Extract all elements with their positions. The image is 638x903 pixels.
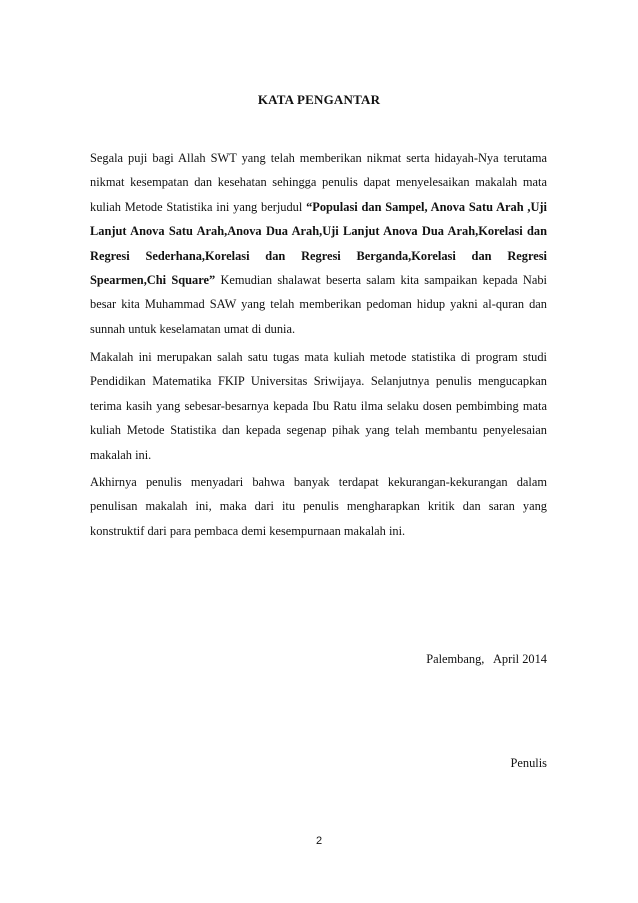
- paper-title-bold: “Populasi dan Sampel, Anova Satu Arah ,Uji Lanjut Anova Satu Arah,Anova Dua Arah,Uji Lanjut Anova Dua Arah,Korelasi dan Regresi Sederhana,Korelasi dan Regresi Berganda,Korelasi dan Regresi Spearmen,Chi Square”: [90, 199, 547, 288]
- paragraph-closing-text: Akhirnya penulis menyadari bahwa banyak terdapat kekurangan-kekurangan dalam penulisan makalah ini, maka dari itu penulis mengharapkan kritik dan saran yang konstruktif dari para pembaca demi kesempurnaan makalah ini.: [90, 475, 547, 538]
- paragraph-intro: [90, 146, 547, 341]
- page-title: KATA PENGANTAR: [257, 92, 381, 107]
- paragraph-closing: [90, 470, 547, 543]
- paragraph-acknowledgement: [90, 345, 547, 467]
- page-number: 2: [315, 835, 323, 847]
- paragraph-intro-text: [90, 146, 547, 341]
- place-and-date: Palembang, April 2014: [426, 652, 547, 666]
- paragraph-acknowledgement-text: Makalah ini merupakan salah satu tugas mata kuliah metode statistika di program studi Pendidikan Matematika FKIP Universitas Sriwijaya. Selanjutnya penulis mengucapkan terima kasih yang sebesar-besarnya kepada Ibu Ratu ilma selaku dosen pembimbing mata kuliah Metode Statistika dan kepada segenap pihak yang telah membantu penyelesaian makalah ini.: [90, 350, 547, 462]
- intro-text-after: Kemudian shalawat beserta salam kita sampaikan kepada Nabi besar kita Muhammad SAW yang telah memberikan pedoman hidup yakni al-quran dan sunnah untuk keselamatan umat di dunia.: [90, 273, 548, 336]
- intro-text-before: Segala puji bagi Allah SWT yang telah memberikan nikmat serta hidayah-Nya terutama nikmat kesempatan dan kesehatan sehingga penulis dapat menyelesaikan makalah mata kuliah Metode Statistika ini yang berjudul: [90, 151, 547, 214]
- author-signature: Penulis: [510, 756, 547, 770]
